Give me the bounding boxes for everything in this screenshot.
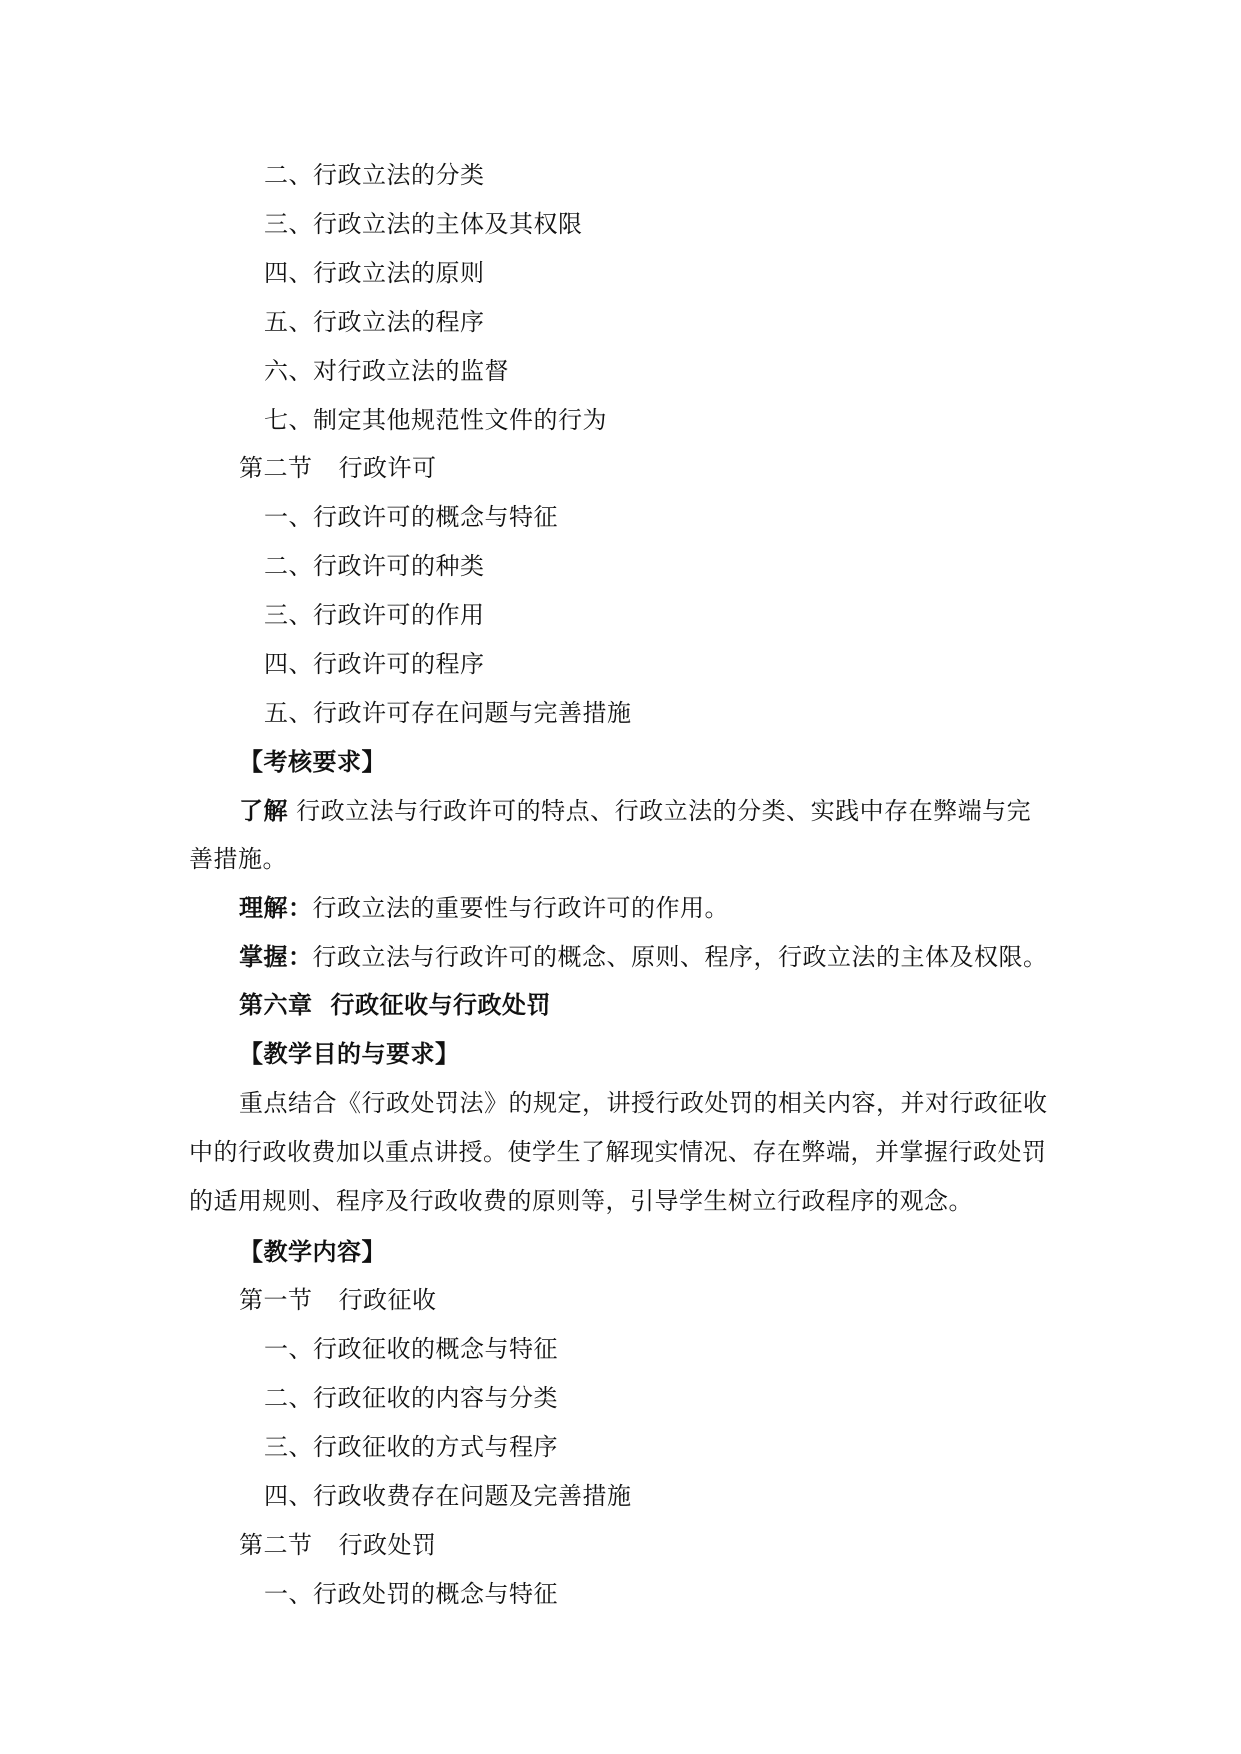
list-item: 三、行政立法的主体及其权限 <box>264 210 583 238</box>
goals-heading: 【教学目的与要求】 <box>239 1040 460 1068</box>
list-item: 二、行政立法的分类 <box>264 161 485 189</box>
section-title: 行政许可 <box>338 454 437 482</box>
section-label: 第二节 <box>239 454 313 482</box>
section-title: 行政处罚 <box>338 1531 437 1559</box>
list-item: 六、对行政立法的监督 <box>264 357 509 385</box>
list-item: 二、行政许可的种类 <box>264 552 485 580</box>
list-item: 三、行政征收的方式与程序 <box>264 1433 558 1461</box>
section-label: 第二节 <box>239 1531 313 1559</box>
list-item: 一、行政处罚的概念与特征 <box>264 1580 558 1608</box>
content-heading: 【教学内容】 <box>239 1238 386 1266</box>
goals-paragraph-line: 的适用规则、程序及行政收费的原则等，引导学生树立行政程序的观念。 <box>189 1187 973 1215</box>
list-item: 五、行政立法的程序 <box>264 308 485 336</box>
list-item: 七、制定其他规范性文件的行为 <box>264 406 607 434</box>
section-title: 行政征收 <box>338 1286 437 1314</box>
section-heading <box>239 453 437 483</box>
comprehend-label: 理解： <box>239 894 313 922</box>
section-heading <box>239 1530 437 1560</box>
section-label: 第一节 <box>239 1286 313 1314</box>
assessment-understand-continued: 善措施。 <box>189 845 287 873</box>
chapter-heading <box>239 990 551 1020</box>
master-label: 掌握： <box>239 943 313 971</box>
list-item: 二、行政征收的内容与分类 <box>264 1384 558 1412</box>
list-item: 四、行政收费存在问题及完善措施 <box>264 1482 632 1510</box>
list-item: 四、行政立法的原则 <box>264 259 485 287</box>
assessment-understand <box>239 796 1031 826</box>
assessment-heading: 【考核要求】 <box>239 748 386 776</box>
understand-text: 行政立法与行政许可的特点、行政立法的分类、实践中存在弊端与完 <box>296 797 1032 825</box>
assessment-master <box>239 942 1048 972</box>
list-item: 一、行政征收的概念与特征 <box>264 1335 558 1363</box>
section-heading <box>239 1285 437 1315</box>
master-text: 行政立法与行政许可的概念、原则、程序，行政立法的主体及权限。 <box>312 943 1048 971</box>
comprehend-text: 行政立法的重要性与行政许可的作用。 <box>312 894 729 922</box>
list-item: 四、行政许可的程序 <box>264 650 485 678</box>
assessment-comprehend <box>239 893 729 923</box>
chapter-label: 第六章 <box>239 991 313 1019</box>
list-item: 一、行政许可的概念与特征 <box>264 503 558 531</box>
goals-paragraph-line: 重点结合《行政处罚法》的规定，讲授行政处罚的相关内容，并对行政征收 <box>239 1089 1048 1117</box>
list-item: 三、行政许可的作用 <box>264 601 485 629</box>
chapter-title: 行政征收与行政处罚 <box>330 991 551 1019</box>
goals-paragraph-line: 中的行政收费加以重点讲授。使学生了解现实情况、存在弊端，并掌握行政处罚 <box>189 1138 1047 1166</box>
list-item: 五、行政许可存在问题与完善措施 <box>264 699 632 727</box>
understand-label: 了解 <box>239 797 288 825</box>
